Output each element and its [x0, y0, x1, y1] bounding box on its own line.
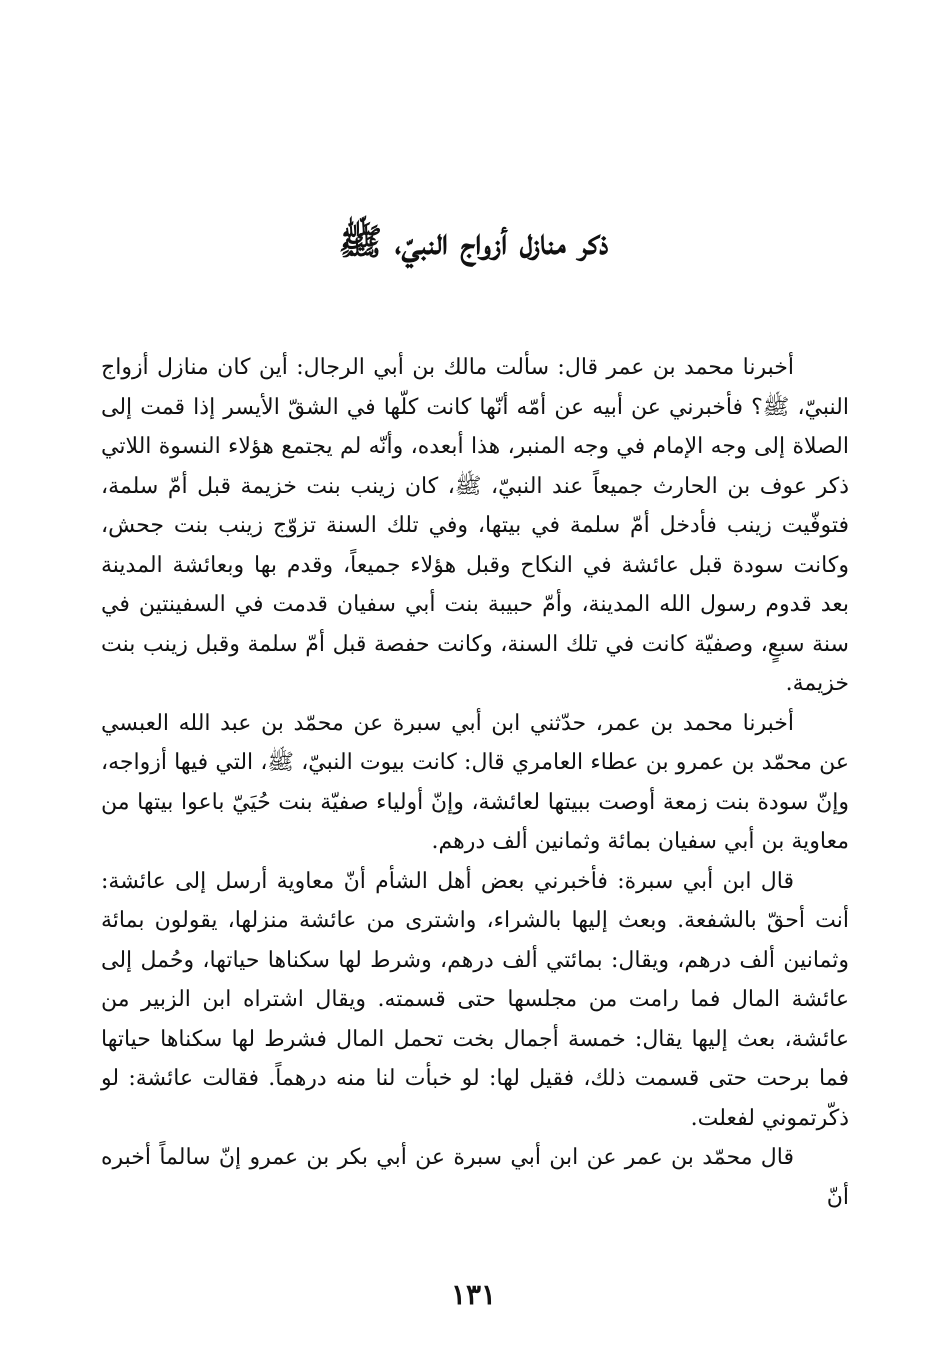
body-text	[101, 348, 849, 1217]
chapter-title: ذكر منازل أزواج النبيّ، ﷺ	[338, 221, 609, 263]
paragraph: أخبرنا محمد بن عمر قال: سألت مالك بن أبي الرجال: أين كان منازل أزواج النبيّ، ﷺ؟ فأخبرني عن أبيه عن أمّه أنّها كانت كلّها في الشقّ الأيسر إذا قمت إلى الصلاة إلى وجه الإمام في وجه المنبر، هذا أبعده، وأنّه لم يجتمع هؤلاء النسوة اللاتي ذكر عوف بن الحارث جميعاً عند النبيّ، ﷺ، كان زينب بنت خزيمة قبل أمّ سلمة، فتوفّيت زينب فأدخل أمّ سلمة في بيتها، وفي تلك السنة تزوّج زينب بنت جحش، وكانت سودة قبل عائشة في النكاح وقبل هؤلاء جميعاً، وقدم بها وبعائشة المدينة بعد قدوم رسول الله المدينة، وأمّ حبيبة بنت أبي سفيان قدمت في السفينتين في سنة سبعٍ، وصفيّة كانت في تلك السنة، وكانت حفصة قبل أمّ سلمة وقبل زينب بنت خزيمة.	[101, 355, 849, 696]
page-number: ١٣١	[450, 1278, 497, 1311]
paragraph: قال ابن أبي سبرة: فأخبرني بعض أهل الشأم أنّ معاوية أرسل إلى عائشة: أنت أحقّ بالشفعة. وبعث إليها بالشراء، واشترى من عائشة منزلها، يقولون بمائة وثمانين ألف درهم، ويقال: بمائتي ألف درهم، وشرط لها سكناها حياتها، وحُمل إلى عائشة المال فما رامت من مجلسها حتى قسمته. ويقال اشتراه ابن الزبير من عائشة، بعث إليها يقال: خمسة أجمال بخت تحمل المال فشرط لها سكناها حياتها فما برحت حتى قسمت ذلك، فقيل لها: لو خبأت لنا منه درهماً. فقالت عائشة: لو ذكّرتموني لفعلت.	[101, 868, 849, 1131]
paragraph: قال محمّد بن عمر عن ابن أبي سبرة عن أبي بكر بن عمرو إنّ سالماً أخبره أنّ	[101, 1145, 849, 1210]
paragraph: أخبرنا محمد بن عمر، حدّثني ابن أبي سبرة عن محمّد بن عبد الله العبسي عن محمّد بن عمرو بن عطاء العامري قال: كانت بيوت النبيّ، ﷺ، التي فيها أزواجه، وإنّ سودة بنت زمعة أوصت ببيتها لعائشة، وإنّ أولياء صفيّة بنت حُيَيّ باعوا بيتها من معاوية بن أبي سفيان بمائة وثمانين ألف درهم.	[101, 710, 849, 854]
